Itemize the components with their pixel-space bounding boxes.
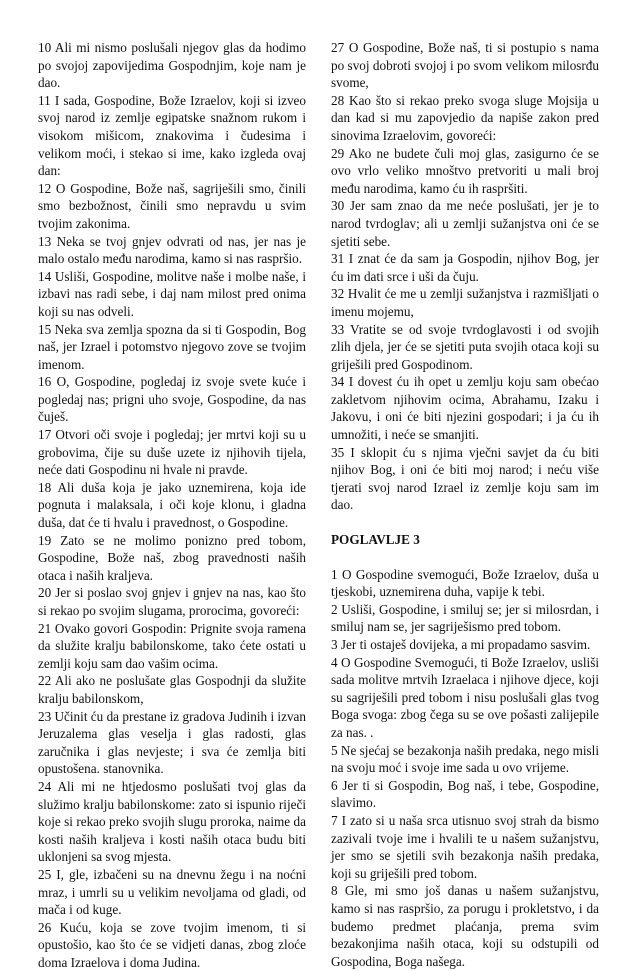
verse: 34 I dovest ću ih opet u zemlju koju sam obećao zakletvom njihovim ocima, Abrahamu, Izaku i Jakovu, i oni će biti njezini gospodari; i ja ću ih umnožiti, i neće se smanjiti. bbox=[331, 374, 599, 443]
verse: 27 O Gospodine, Bože naš, ti si postupio s nama po svoj dobroti svojoj i po svom velikom milosrđu svome, bbox=[331, 40, 599, 91]
verse: 12 O Gospodine, Bože naš, sagriješili smo, činili smo bezbožnost, činili smo nepravdu u svim tvojim zakonima. bbox=[38, 180, 306, 231]
verse: 21 Ovako govori Gospodin: Prignite svoja ramena da služite kralju babilonskome, tako ćete ostati u zemlji koju sam dao vašim ocima. bbox=[38, 620, 306, 671]
verse: 8 Gle, mi smo još danas u našem sužanjstvu, kamo si nas raspršio, za porugu i prokletstvo, i da budemo predmet plaćanja, prema svim bezakonjima naših otaca, koji su odstupili od Gospodina, Boga našega. bbox=[331, 883, 599, 969]
verse: 16 O, Gospodine, pogledaj iz svoje svete kuće i pogledaj nas; prigni uho svoje, Gospodine, da nas čuješ. bbox=[38, 374, 306, 425]
verse: 18 Ali duša koja je jako uznemirena, koja ide pognuta i malaksala, i oči koje klonu, i gladna duša, dat će ti hvalu i pravednost, o Gospodine. bbox=[38, 479, 306, 531]
verse: 22 Ali ako ne poslušate glas Gospodnji da služite kralju babilonskom, bbox=[38, 673, 306, 706]
verse: 13 Neka se tvoj gnjev odvrati od nas, jer nas je malo ostalo među narodima, kamo si nas raspršio. bbox=[38, 233, 306, 267]
verse: 7 I zato si u naša srca utisnuo svoj strah da bismo zazivali tvoje ime i hvalili te u našem sužanjstvu, jer smo se sjetili svih bezakonja naših predaka, koji su griješili pred tobom. bbox=[331, 812, 599, 881]
verse: 25 I, gle, izbačeni su na dnevnu žegu i na noćni mraz, i umrli su u velikim nevoljama od gladi, od mača i od kuge. bbox=[38, 866, 306, 918]
verse: 5 Ne sjećaj se bezakonja naših predaka, nego misli na svoju moć i svoje ime sada u ovo vrijeme. bbox=[331, 742, 599, 776]
verse: 10 Ali mi nismo poslušali njegov glas da hodimo po svojoj zapovijedima Gospodnjim, koje nam je dao. bbox=[38, 40, 306, 91]
verse: 29 Ako ne budete čuli moj glas, zasigurno će se ovo vrlo veliko mnoštvo pretvoriti u mali broj među narodima, kamo ću ih raspršiti. bbox=[331, 145, 599, 196]
left-column bbox=[38, 39, 306, 971]
verse: 6 Jer ti si Gospodin, Bog naš, i tebe, Gospodine, slavimo. bbox=[331, 777, 599, 811]
verse: 30 Jer sam znao da me neće poslušati, jer je to narod tvrdoglav; ali u zemlji sužanjstva oni će se sjetiti sebe. bbox=[331, 198, 599, 249]
verse: 26 Kuću, koja se zove tvojim imenom, ti si opustošio, kao što će se vidjeti danas, zbog zloće doma Izraelova i doma Judina. bbox=[38, 919, 306, 970]
verse: 32 Hvalit će me u zemlji sužanjstva i razmišljati o imenu mojemu, bbox=[331, 286, 599, 319]
right-column bbox=[331, 39, 599, 970]
verse: 1 O Gospodine svemogući, Bože Izraelov, duša u tjeskobi, uznemirena duha, vapije k tebi. bbox=[331, 566, 599, 600]
verse: 23 Učinit ću da prestane iz gradova Judinih i izvan Jeruzalema glas veselja i glas radosti, glas zaručnika i glas nevjeste; i sva će zemlja biti opustošena. stanovnika. bbox=[38, 708, 306, 777]
verse: 4 O Gospodine Svemogući, ti Bože Izraelov, usliši sada molitve mrtvih Izraelaca i njihove djece, koji su sagriješili pred tobom i nisu poslušali glas tvog Boga svoga: zbog čega su se ove pošasti zalijepile za nas. . bbox=[331, 654, 599, 740]
verse: 11 I sada, Gospodine, Bože Izraelov, koji si izveo svoj narod iz zemlje egipatske snažnom rukom i visokom mišicom, znakovima i čudesima i velikom moći, i stekao si ime, kako izgleda ovaj dan: bbox=[38, 92, 306, 179]
verse: 3 Jer ti ostaješ dovijeka, a mi propadamo sasvim. bbox=[331, 637, 591, 652]
verse: 28 Kao što si rekao preko svoga sluge Mojsija u dan kad si mu zapovjedio da napiše zakon pred sinovima Izraelovim, govoreći: bbox=[331, 92, 599, 143]
verse: 33 Vratite se od svoje tvrdoglavosti i od svojih zlih djela, jer će se sjetiti puta svojih otaca koji su griješili pred Gospodinom. bbox=[331, 321, 599, 372]
verse: 14 Usliši, Gospodine, molitve naše i molbe naše, i izbavi nas radi sebe, i daj nam milost pred onima koji su nas odveli. bbox=[38, 268, 306, 319]
verse: 19 Zato se ne molimo ponizno pred tobom, Gospodine, Bože naš, zbog pravednosti naših otaca i naših kraljeva. bbox=[38, 532, 306, 583]
verse: 15 Neka sva zemlja spozna da si ti Gospodin, Bog naš, jer Izrael i potomstvo njegovo zove se tvojim imenom. bbox=[38, 321, 306, 372]
verse: 2 Usliši, Gospodine, i smiluj se; jer si milosrdan, i smiluj nam se, jer sagriješismo pred tobom. bbox=[331, 601, 599, 635]
verse: 24 Ali mi ne htjedosmo poslušati tvoj glas da služimo kralju babilonskome: zato si ispunio riječi koje si rekao preko svojih slugu proroka, naime da kosti naših kraljeva i kosti naših otaca budu biti uklonjeni sa svog mjesta. bbox=[38, 778, 306, 865]
verse: 31 I znat će da sam ja Gospodin, njihov Bog, jer ću im dati srce i uši da čuju. bbox=[331, 251, 599, 284]
verse: 17 Otvori oči svoje i pogledaj; jer mrtvi koji su u grobovima, čije su duše uzete iz njihovih tijela, neće dati Gospodinu ni hvale ni pravde. bbox=[38, 427, 306, 478]
chapter-heading: POGLAVLJE 3 bbox=[331, 532, 420, 548]
verse: 35 I sklopit ću s njima vječni savjet da ću biti njihov Bog, i oni će biti moj narod; i neću više tjerati svoj narod Izrael iz zemlje koju sam im dao. bbox=[331, 444, 599, 513]
verse: 20 Jer si poslao svoj gnjev i gnjev na nas, kao što si rekao po svojim slugama, prorocima, govoreći: bbox=[38, 585, 306, 618]
